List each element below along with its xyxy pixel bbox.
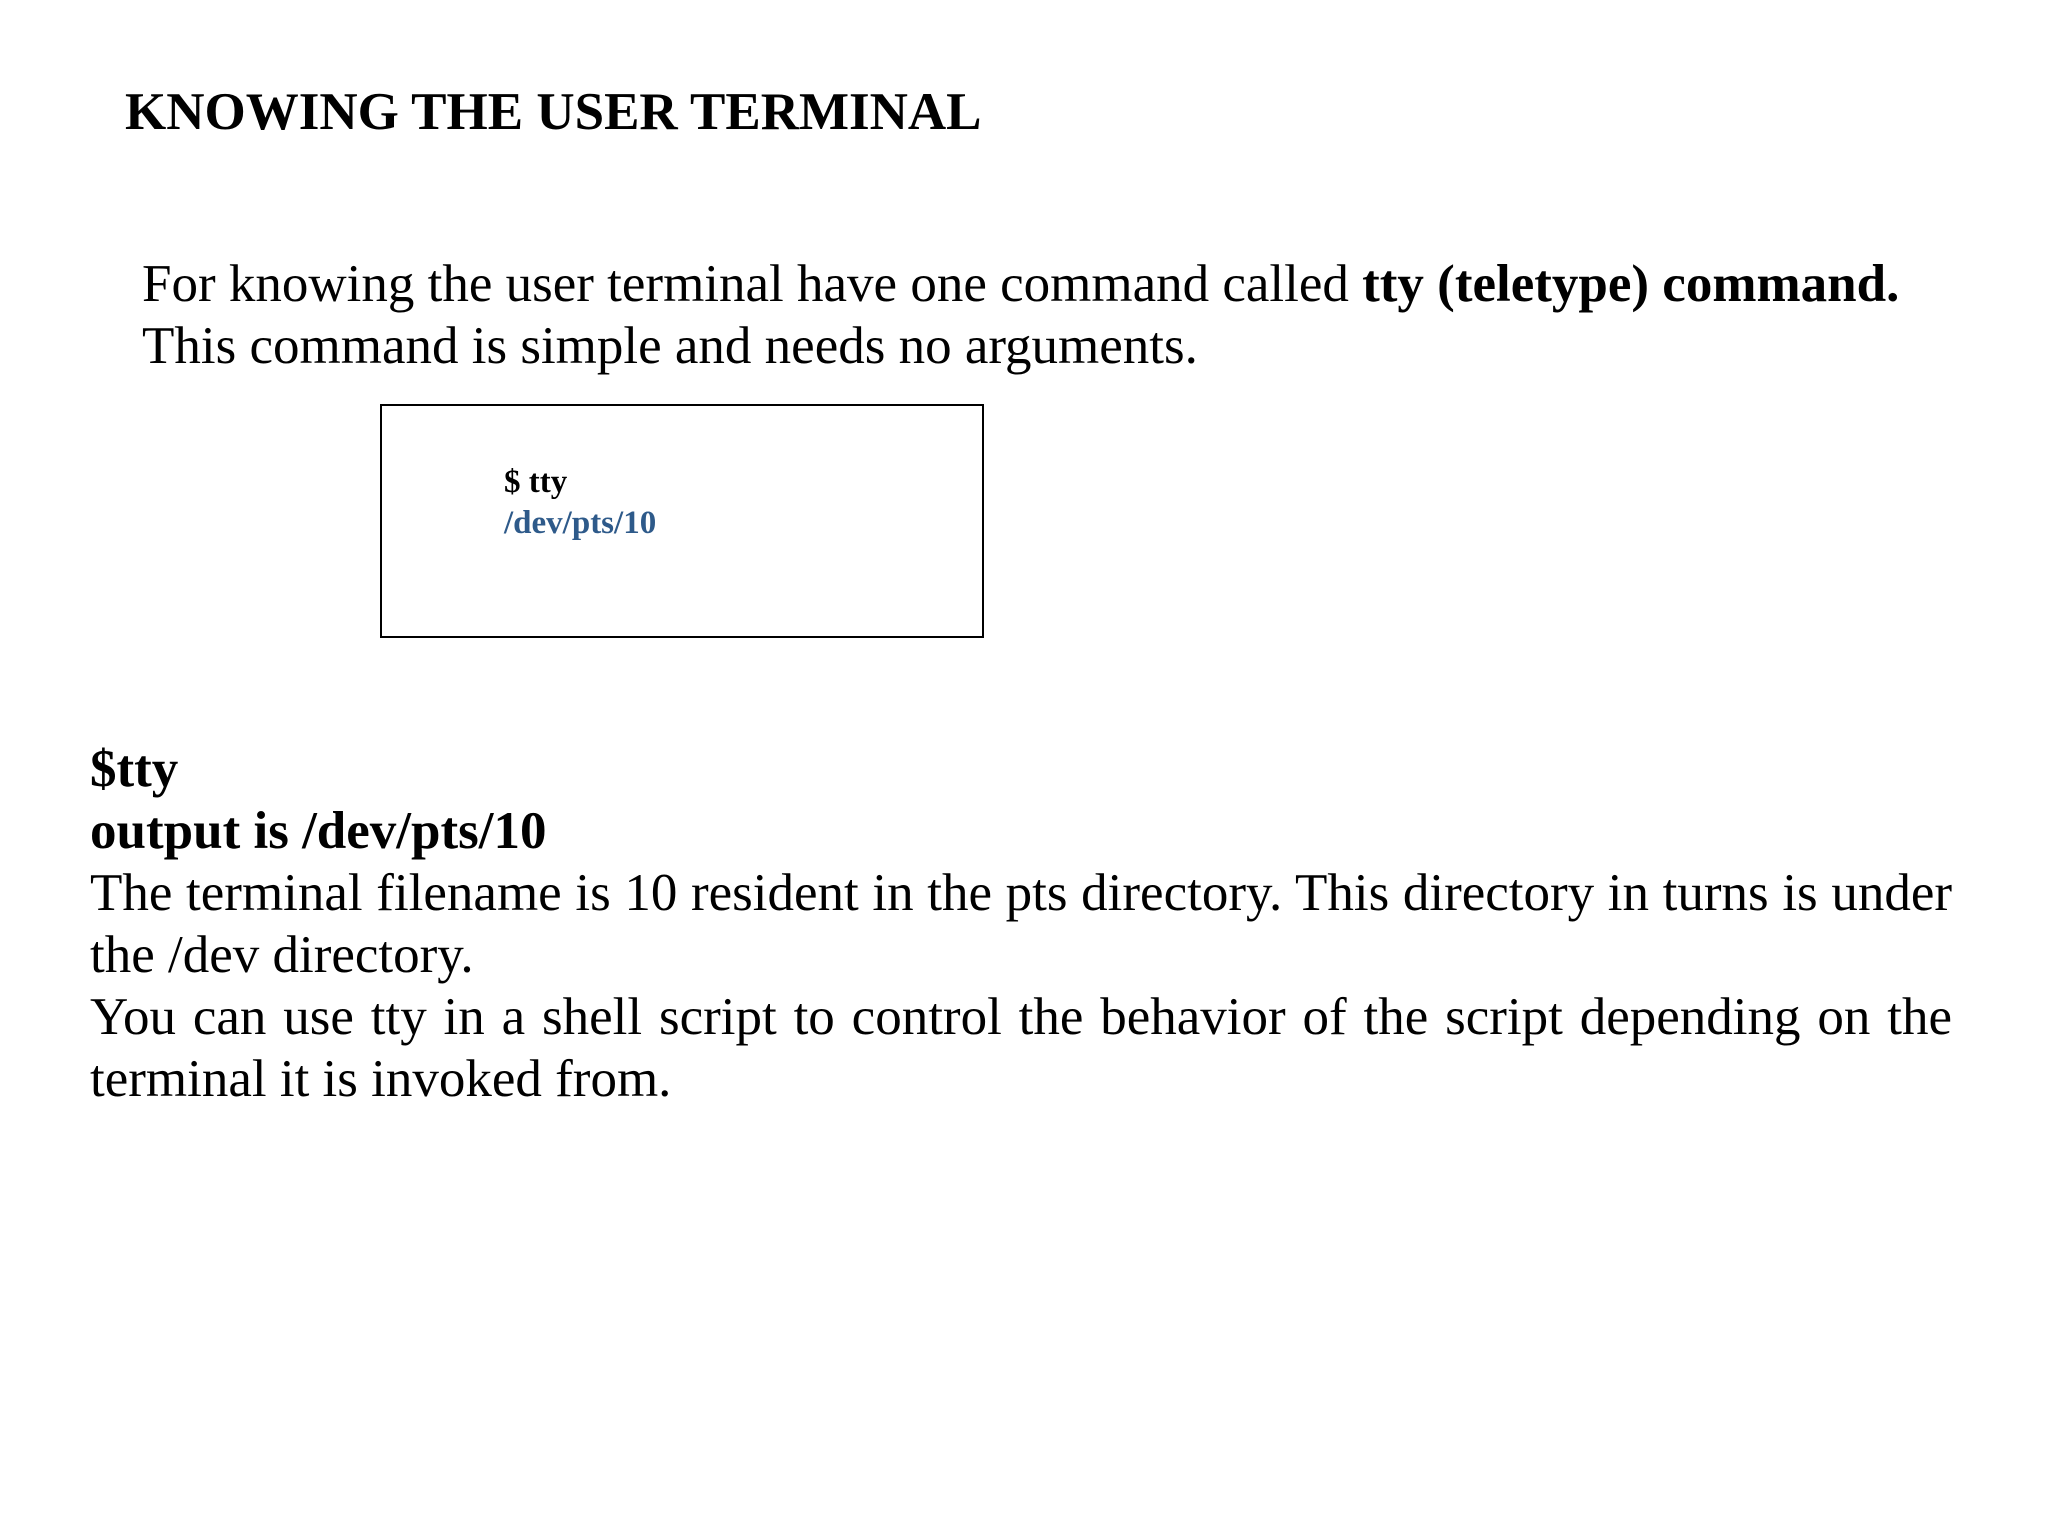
slide-title: KNOWING THE USER TERMINAL — [125, 83, 982, 141]
explanation-paragraph-2: You can use tty in a shell script to control the behavior of the script depending on the terminal it is invoked from. — [90, 988, 1952, 1108]
explanation-paragraph-1: The terminal filename is 10 resident in the pts directory. This directory in turns is under the /dev directory. — [90, 864, 1952, 984]
tty-command-term: tty (teletype) command. — [1362, 255, 1900, 313]
explanation-output: output is /dev/pts/10 — [90, 802, 547, 860]
intro-text: For knowing the user terminal have one command called — [142, 255, 1363, 313]
explanation-block — [90, 738, 1952, 1110]
explanation-command: $tty — [90, 740, 179, 798]
intro-line-2: This command is simple and needs no arguments. — [142, 317, 1198, 375]
terminal-output: /dev/pts/10 — [504, 505, 657, 541]
terminal-command: $ tty — [504, 464, 568, 500]
intro-line-1 — [142, 253, 1942, 315]
terminal-example-box — [380, 404, 984, 638]
intro-paragraph — [142, 253, 1942, 377]
